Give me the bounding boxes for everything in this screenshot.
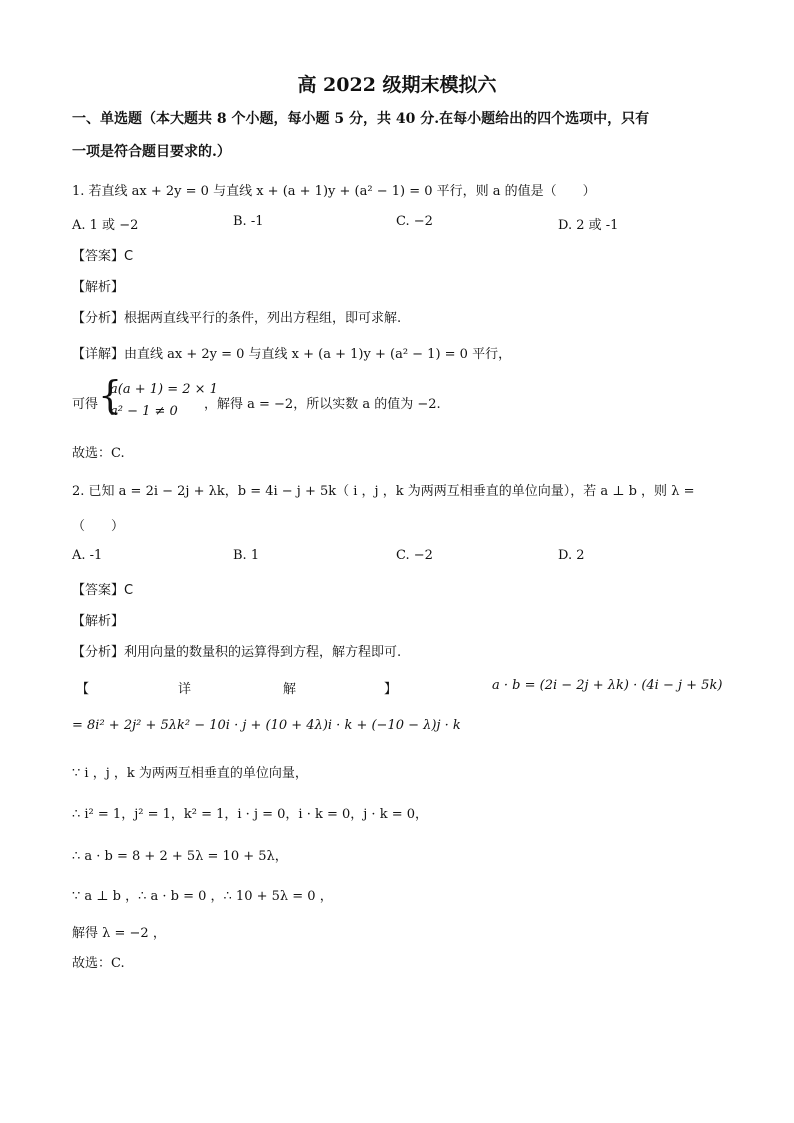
q2-because-2: ∵ a ⊥ b ，∴ a · b = 0 ，∴ 10 + 5λ = 0 ， — [72, 889, 333, 904]
q1-option-a: A. 1 或 −2 — [72, 218, 139, 233]
q2-conclusion: 故选：C. — [72, 956, 125, 971]
q1-option-d: D. 2 或 -1 — [558, 218, 619, 233]
q1-system-prefix: 可得 — [72, 397, 99, 412]
q2-option-c: C. −2 — [396, 548, 433, 563]
q2-expansion: = 8i² + 2j² + 5λk² − 10i · j + (10 + 4λ)i · k + (−10 − λ)j · k — [72, 718, 461, 733]
section-heading-line1: 一、单选题（本大题共 8 个小题，每小题 5 分，共 40 分.在每小题给出的四个选项中，只有 — [72, 111, 650, 127]
q1-answer: 【答案】C — [72, 249, 134, 264]
q1-detail: 【详解】由直线 ax + 2y = 0 与直线 x + (a + 1)y + (a² − 1) = 0 平行， — [72, 347, 512, 362]
q2-therefore-1: ∴ i² = 1，j² = 1，k² = 1，i · j = 0，i · k = 0，j · k = 0， — [72, 807, 428, 822]
page-title: 高 2022 级期末模拟六 — [297, 74, 497, 96]
left-brace-icon: { — [98, 373, 123, 417]
q1-jiexi: 【解析】 — [72, 280, 125, 295]
q2-detail-char-xiang: 详 — [178, 682, 192, 697]
q1-option-b: B. -1 — [233, 214, 264, 229]
q1-conclusion: 故选：C. — [72, 446, 125, 461]
q2-because-1: ∵ i ，j ，k 为两两互相垂直的单位向量， — [72, 766, 308, 781]
q2-detail-bracket-open: 【 — [76, 682, 90, 697]
q2-paren: （ ） — [72, 519, 125, 534]
q2-analysis: 【分析】利用向量的数量积的运算得到方程，解方程即可. — [72, 645, 402, 660]
q2-stem: 2. 已知 a = 2i − 2j + λk，b = 4i − j + 5k（ i ，j ，k 为两两互相垂直的单位向量），若 a ⊥ b ，则 λ = — [72, 484, 695, 499]
q2-dot-product-expression: a · b = (2i − 2j + λk) · (4i − j + 5k) — [492, 678, 723, 693]
q2-jiexi: 【解析】 — [72, 614, 125, 629]
section-heading-line2: 一项是符合题目要求的.） — [72, 144, 231, 160]
q2-solve: 解得 λ = −2 ， — [72, 926, 166, 941]
q2-answer: 【答案】C — [72, 583, 134, 598]
q2-detail-char-jie: 解 — [283, 682, 297, 697]
q1-stem: 1. 若直线 ax + 2y = 0 与直线 x + (a + 1)y + (a² − 1) = 0 平行，则 a 的值是（ ） — [72, 184, 596, 199]
q1-system-equation-1: a(a + 1) = 2 × 1 — [110, 382, 218, 397]
q1-option-c: C. −2 — [396, 214, 433, 229]
q2-therefore-2: ∴ a · b = 8 + 2 + 5λ = 10 + 5λ， — [72, 849, 288, 864]
q2-option-a: A. -1 — [72, 548, 103, 563]
q1-analysis: 【分析】根据两直线平行的条件，列出方程组，即可求解. — [72, 311, 402, 326]
q2-option-b: B. 1 — [233, 548, 260, 563]
q2-option-d: D. 2 — [558, 548, 585, 563]
q1-system-suffix: ，解得 a = −2，所以实数 a 的值为 −2. — [204, 397, 441, 412]
q1-system-equation-2: a² − 1 ≠ 0 — [110, 404, 178, 419]
q2-detail-bracket-close: 】 — [384, 682, 398, 697]
